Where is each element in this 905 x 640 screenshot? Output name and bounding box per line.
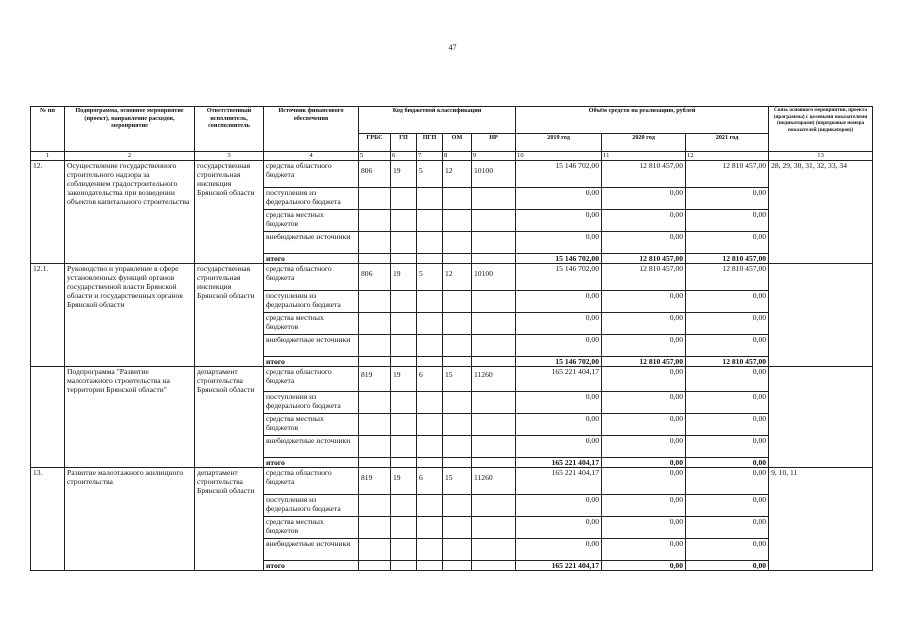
- executor: государственная строительная инспекция Брянской области: [195, 264, 264, 367]
- header-om: ОМ: [443, 134, 472, 152]
- empty-cell: [472, 357, 516, 367]
- table-row: [31, 264, 873, 291]
- empty-cell: [417, 436, 443, 458]
- empty-cell: [391, 561, 417, 571]
- empty-cell: [417, 232, 443, 254]
- empty-cell: [359, 414, 391, 436]
- code-gp: 19: [391, 264, 417, 291]
- column-number: 6: [391, 152, 417, 161]
- value-2019: 15 146 702,00: [516, 161, 602, 188]
- source-extra: внебюджетные источники: [264, 232, 359, 254]
- empty-cell: [359, 539, 391, 561]
- value-2021: 0,00: [686, 335, 769, 357]
- source-local: средства местных бюджетов: [264, 313, 359, 335]
- header-source: Источник финансового обеспечения: [264, 107, 359, 152]
- empty-cell: [443, 539, 472, 561]
- source-federal: поступления из федерального бюджета: [264, 495, 359, 517]
- value-2021: 0,00: [686, 392, 769, 414]
- executor: департамент строительства Брянской области: [195, 468, 264, 571]
- header-volume: Объём средств на реализацию, рублей: [516, 107, 769, 134]
- empty-cell: [391, 539, 417, 561]
- total-2021: 0,00: [686, 561, 769, 571]
- value-2021: 12 810 457,00: [686, 161, 769, 188]
- value-2020: 0,00: [602, 539, 686, 561]
- value-2020: 0,00: [602, 313, 686, 335]
- empty-cell: [443, 414, 472, 436]
- total-2020: 0,00: [602, 458, 686, 468]
- value-2019: 0,00: [516, 335, 602, 357]
- empty-cell: [472, 291, 516, 313]
- empty-cell: [472, 232, 516, 254]
- source-local: средства местных бюджетов: [264, 517, 359, 539]
- code-gp: 19: [391, 468, 417, 495]
- code-nr: 11260: [472, 468, 516, 495]
- empty-cell: [417, 561, 443, 571]
- source-total: итого: [264, 357, 359, 367]
- empty-cell: [443, 561, 472, 571]
- source-local: средства местных бюджетов: [264, 414, 359, 436]
- empty-cell: [391, 414, 417, 436]
- empty-cell: [391, 335, 417, 357]
- total-2020: 0,00: [602, 561, 686, 571]
- empty-cell: [443, 357, 472, 367]
- empty-cell: [359, 254, 391, 264]
- empty-cell: [472, 436, 516, 458]
- source-regional: средства областного бюджета: [264, 468, 359, 495]
- program-name: Подпрограмма "Развитие малоэтажного строительства на территории Брянской области": [65, 367, 195, 468]
- empty-cell: [472, 210, 516, 232]
- empty-cell: [443, 291, 472, 313]
- empty-cell: [391, 436, 417, 458]
- value-2021: 0,00: [686, 495, 769, 517]
- empty-cell: [359, 210, 391, 232]
- value-2021: 0,00: [686, 539, 769, 561]
- row-number: 12.1.: [31, 264, 65, 367]
- column-number: 8: [443, 152, 472, 161]
- table-row: [31, 367, 873, 392]
- executor: государственная строительная инспекция Брянской области: [195, 161, 264, 264]
- code-grbs: 806: [359, 264, 391, 291]
- value-2019: 165 221 404,17: [516, 367, 602, 392]
- empty-cell: [417, 335, 443, 357]
- empty-cell: [391, 357, 417, 367]
- empty-cell: [443, 188, 472, 210]
- source-federal: поступления из федерального бюджета: [264, 392, 359, 414]
- empty-cell: [417, 210, 443, 232]
- code-nr: 10100: [472, 161, 516, 188]
- code-pgp: 5: [417, 264, 443, 291]
- value-2019: 0,00: [516, 291, 602, 313]
- value-2020: 0,00: [602, 367, 686, 392]
- code-om: 15: [443, 468, 472, 495]
- empty-cell: [417, 414, 443, 436]
- value-2021: 0,00: [686, 313, 769, 335]
- empty-cell: [443, 517, 472, 539]
- empty-cell: [359, 392, 391, 414]
- empty-cell: [472, 414, 516, 436]
- value-2020: 12 810 457,00: [602, 161, 686, 188]
- code-om: 12: [443, 264, 472, 291]
- value-2019: 0,00: [516, 392, 602, 414]
- empty-cell: [472, 561, 516, 571]
- source-federal: поступления из федерального бюджета: [264, 291, 359, 313]
- header-program: Подпрограмма, основное мероприятие (проект), направление расходов, мероприятие: [65, 107, 195, 152]
- source-federal: поступления из федерального бюджета: [264, 188, 359, 210]
- empty-cell: [417, 517, 443, 539]
- code-grbs: 806: [359, 161, 391, 188]
- empty-cell: [417, 392, 443, 414]
- empty-cell: [443, 210, 472, 232]
- code-om: 12: [443, 161, 472, 188]
- empty-cell: [443, 313, 472, 335]
- empty-cell: [391, 495, 417, 517]
- total-2019: 15 146 702,00: [516, 357, 602, 367]
- empty-cell: [472, 517, 516, 539]
- value-2019: 0,00: [516, 232, 602, 254]
- empty-cell: [417, 539, 443, 561]
- empty-cell: [391, 313, 417, 335]
- source-regional: средства областного бюджета: [264, 264, 359, 291]
- empty-cell: [417, 357, 443, 367]
- header-budget-code: Код бюджетной классификации: [359, 107, 516, 134]
- empty-cell: [472, 254, 516, 264]
- total-2019: 165 221 404,17: [516, 458, 602, 468]
- header-grbs: ГРБС: [359, 134, 391, 152]
- value-2020: 0,00: [602, 210, 686, 232]
- column-number: 9: [472, 152, 516, 161]
- empty-cell: [472, 188, 516, 210]
- empty-cell: [359, 313, 391, 335]
- total-2020: 12 810 457,00: [602, 254, 686, 264]
- column-number: 5: [359, 152, 391, 161]
- empty-cell: [443, 436, 472, 458]
- program-name: Осуществление государственного строительного надзора за соблюдением градостроительного законодательства при возведении объектов капитального строительства: [65, 161, 195, 264]
- indicator-link: [769, 367, 873, 468]
- value-2020: 0,00: [602, 468, 686, 495]
- table-row: [31, 161, 873, 188]
- value-2021: 0,00: [686, 291, 769, 313]
- value-2021: 0,00: [686, 436, 769, 458]
- value-2020: 0,00: [602, 517, 686, 539]
- empty-cell: [417, 188, 443, 210]
- empty-cell: [391, 458, 417, 468]
- value-2020: 0,00: [602, 232, 686, 254]
- source-regional: средства областного бюджета: [264, 367, 359, 392]
- value-2020: 0,00: [602, 392, 686, 414]
- empty-cell: [417, 495, 443, 517]
- code-om: 15: [443, 367, 472, 392]
- empty-cell: [359, 291, 391, 313]
- header-year-2019: 2019 год: [516, 134, 602, 152]
- empty-cell: [472, 458, 516, 468]
- empty-cell: [443, 458, 472, 468]
- header-year-2020: 2020 год: [602, 134, 686, 152]
- source-extra: внебюджетные источники: [264, 436, 359, 458]
- header-row: [31, 107, 873, 134]
- total-2019: 15 146 702,00: [516, 254, 602, 264]
- value-2019: 0,00: [516, 313, 602, 335]
- indicator-link: 9, 10, 11: [769, 468, 873, 571]
- source-total: итого: [264, 561, 359, 571]
- column-number: 3: [195, 152, 264, 161]
- total-2020: 12 810 457,00: [602, 357, 686, 367]
- code-gp: 19: [391, 161, 417, 188]
- source-total: итого: [264, 254, 359, 264]
- empty-cell: [472, 495, 516, 517]
- row-number: 13.: [31, 468, 65, 571]
- value-2019: 0,00: [516, 210, 602, 232]
- source-extra: внебюджетные источники: [264, 539, 359, 561]
- empty-cell: [359, 232, 391, 254]
- value-2019: 0,00: [516, 539, 602, 561]
- empty-cell: [359, 436, 391, 458]
- value-2020: 0,00: [602, 495, 686, 517]
- empty-cell: [472, 539, 516, 561]
- empty-cell: [417, 254, 443, 264]
- header-link: Связь основного мероприятия, проекта (программы) с целевыми показателями (индикаторами) (порядковые номера показателей (индикаторов)): [769, 107, 873, 152]
- value-2019: 0,00: [516, 517, 602, 539]
- value-2020: 12 810 457,00: [602, 264, 686, 291]
- source-extra: внебюджетные источники: [264, 335, 359, 357]
- empty-cell: [359, 561, 391, 571]
- value-2021: 0,00: [686, 367, 769, 392]
- indicator-link: [769, 264, 873, 367]
- empty-cell: [472, 335, 516, 357]
- empty-cell: [359, 335, 391, 357]
- code-pgp: 6: [417, 468, 443, 495]
- header-year-2021: 2021 год: [686, 134, 769, 152]
- empty-cell: [391, 254, 417, 264]
- empty-cell: [443, 495, 472, 517]
- code-gp: 19: [391, 367, 417, 392]
- empty-cell: [443, 335, 472, 357]
- header-nr: НР: [472, 134, 516, 152]
- empty-cell: [472, 392, 516, 414]
- empty-cell: [443, 392, 472, 414]
- budget-table: [30, 106, 873, 571]
- code-grbs: 819: [359, 468, 391, 495]
- empty-cell: [359, 357, 391, 367]
- empty-cell: [391, 517, 417, 539]
- code-pgp: 6: [417, 367, 443, 392]
- value-2020: 0,00: [602, 414, 686, 436]
- header-pgp: ПГП: [417, 134, 443, 152]
- code-nr: 10100: [472, 264, 516, 291]
- header-executor: Ответственный исполнитель, соисполнитель: [195, 107, 264, 152]
- column-number: 2: [65, 152, 195, 161]
- indicator-link: 28, 29, 30, 31, 32, 33, 34: [769, 161, 873, 264]
- value-2019: 0,00: [516, 436, 602, 458]
- value-2021: 0,00: [686, 414, 769, 436]
- empty-cell: [443, 232, 472, 254]
- source-total: итого: [264, 458, 359, 468]
- page-number: 47: [448, 43, 457, 52]
- value-2019: 0,00: [516, 495, 602, 517]
- total-2021: 12 810 457,00: [686, 357, 769, 367]
- column-number: 11: [602, 152, 686, 161]
- empty-cell: [391, 392, 417, 414]
- column-number: 12: [686, 152, 769, 161]
- empty-cell: [417, 313, 443, 335]
- column-numbers-row: [31, 152, 873, 161]
- empty-cell: [359, 495, 391, 517]
- value-2021: 0,00: [686, 468, 769, 495]
- empty-cell: [472, 313, 516, 335]
- value-2021: 0,00: [686, 210, 769, 232]
- column-number: 1: [31, 152, 65, 161]
- value-2021: 0,00: [686, 517, 769, 539]
- value-2019: 15 146 702,00: [516, 264, 602, 291]
- program-name: Развитие малоэтажного жилищного строительства: [65, 468, 195, 571]
- column-number: 10: [516, 152, 602, 161]
- row-number: [31, 367, 65, 468]
- empty-cell: [391, 232, 417, 254]
- value-2021: 0,00: [686, 188, 769, 210]
- code-grbs: 819: [359, 367, 391, 392]
- value-2019: 0,00: [516, 188, 602, 210]
- value-2021: 12 810 457,00: [686, 264, 769, 291]
- value-2020: 0,00: [602, 291, 686, 313]
- column-number: 13: [769, 152, 873, 161]
- empty-cell: [391, 291, 417, 313]
- program-name: Руководство и управление в сфере установленных функций органов государственной власти Брянской области и государственных органов Брянской области: [65, 264, 195, 367]
- column-number: 4: [264, 152, 359, 161]
- value-2020: 0,00: [602, 188, 686, 210]
- empty-cell: [359, 458, 391, 468]
- empty-cell: [359, 188, 391, 210]
- empty-cell: [417, 458, 443, 468]
- header-gp: ГП: [391, 134, 417, 152]
- table-row: [31, 468, 873, 495]
- source-local: средства местных бюджетов: [264, 210, 359, 232]
- value-2020: 0,00: [602, 335, 686, 357]
- total-2019: 165 221 404,17: [516, 561, 602, 571]
- source-regional: средства областного бюджета: [264, 161, 359, 188]
- code-pgp: 5: [417, 161, 443, 188]
- value-2019: 0,00: [516, 414, 602, 436]
- empty-cell: [359, 517, 391, 539]
- code-nr: 11260: [472, 367, 516, 392]
- header-num: № пп: [31, 107, 65, 152]
- value-2019: 165 221 404,17: [516, 468, 602, 495]
- value-2021: 0,00: [686, 232, 769, 254]
- empty-cell: [391, 210, 417, 232]
- empty-cell: [443, 254, 472, 264]
- executor: департамент строительства Брянской области: [195, 367, 264, 468]
- empty-cell: [391, 188, 417, 210]
- total-2021: 0,00: [686, 458, 769, 468]
- column-number: 7: [417, 152, 443, 161]
- total-2021: 12 810 457,00: [686, 254, 769, 264]
- empty-cell: [417, 291, 443, 313]
- row-number: 12.: [31, 161, 65, 264]
- value-2020: 0,00: [602, 436, 686, 458]
